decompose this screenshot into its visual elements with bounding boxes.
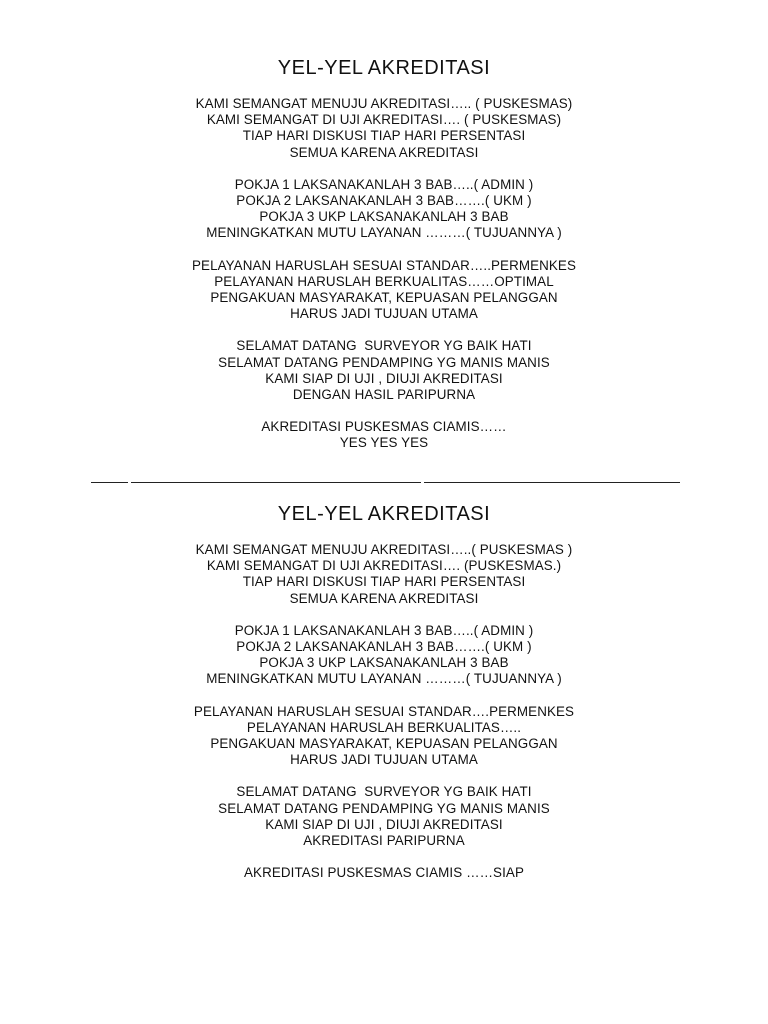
section-title: YEL-YEL AKREDITASI <box>277 503 491 525</box>
verse-line: SELAMAT DATANG SURVEYOR YG BAIK HATI <box>236 784 532 800</box>
verse-line: HARUS JADI TUJUAN UTAMA <box>290 752 478 768</box>
stanza-5 <box>0 865 768 881</box>
yel-yel-section-1 <box>0 56 768 468</box>
verse-line: SEMUA KARENA AKREDITASI <box>289 144 479 160</box>
verse-line: DENGAN HASIL PARIPURNA <box>292 387 476 403</box>
verse-line: YES YES YES <box>339 435 429 451</box>
verse-line: PELAYANAN HARUSLAH BERKUALITAS……OPTIMAL <box>214 273 554 289</box>
stanza-3 <box>0 258 768 323</box>
verse-line: SELAMAT DATANG SURVEYOR YG BAIK HATI <box>236 338 532 354</box>
stanza-2 <box>0 623 768 688</box>
verse-line: SELAMAT DATANG PENDAMPING YG MANIS MANIS <box>218 800 550 816</box>
verse-line: POKJA 3 UKP LAKSANAKANLAH 3 BAB <box>259 209 509 225</box>
verse-line: POKJA 1 LAKSANAKANLAH 3 BAB…..( ADMIN ) <box>234 176 534 192</box>
stanza-3 <box>0 704 768 769</box>
verse-line: KAMI SEMANGAT MENUJU AKREDITASI…..( PUSKESMAS ) <box>195 542 573 557</box>
divider-line <box>131 482 421 483</box>
verse-line: POKJA 1 LAKSANAKANLAH 3 BAB…..( ADMIN ) <box>234 622 534 638</box>
verse-line: HARUS JADI TUJUAN UTAMA <box>290 306 478 322</box>
verse-line: TIAP HARI DISKUSI TIAP HARI PERSENTASI <box>242 128 526 144</box>
stanza-1 <box>0 96 768 161</box>
verse-line: POKJA 3 UKP LAKSANAKANLAH 3 BAB <box>259 655 509 671</box>
divider-line <box>91 482 128 483</box>
verse-line: AKREDITASI PARIPURNA <box>303 833 465 849</box>
verse-line: PELAYANAN HARUSLAH SESUAI STANDAR….PERMENKES <box>193 703 575 719</box>
verse-line: KAMI SEMANGAT MENUJU AKREDITASI….. ( PUSKESMAS) <box>195 96 573 111</box>
verse-line: SELAMAT DATANG PENDAMPING YG MANIS MANIS <box>218 354 550 370</box>
verse-line: KAMI SIAP DI UJI , DIUJI AKREDITASI <box>265 370 503 386</box>
verse-line: SEMUA KARENA AKREDITASI <box>289 590 479 606</box>
verse-line: PELAYANAN HARUSLAH BERKUALITAS….. <box>246 719 522 735</box>
verse-line: MENINGKATKAN MUTU LAYANAN ………( TUJUANNYA ) <box>206 671 562 687</box>
verse-line: POKJA 2 LAKSANAKANLAH 3 BAB…….( UKM ) <box>236 193 532 209</box>
verse-line: KAMI SEMANGAT DI UJI AKREDITASI…. ( PUSKESMAS) <box>206 112 562 128</box>
verse-line: AKREDITASI PUSKESMAS CIAMIS…… <box>261 419 507 435</box>
verse-line: PELAYANAN HARUSLAH SESUAI STANDAR…..PERMENKES <box>192 257 576 273</box>
verse-line: MENINGKATKAN MUTU LAYANAN ………( TUJUANNYA ) <box>206 225 562 241</box>
verse-line: TIAP HARI DISKUSI TIAP HARI PERSENTASI <box>242 574 526 590</box>
stanza-4 <box>0 338 768 403</box>
verse-line: AKREDITASI PUSKESMAS CIAMIS ……SIAP <box>244 865 524 881</box>
verse-line: KAMI SEMANGAT DI UJI AKREDITASI…. (PUSKESMAS.) <box>206 558 562 574</box>
verse-line: PENGAKUAN MASYARAKAT, KEPUASAN PELANGGAN <box>210 736 558 752</box>
stanza-5 <box>0 419 768 451</box>
divider-line <box>424 482 680 483</box>
section-title: YEL-YEL AKREDITASI <box>277 57 491 79</box>
verse-line: POKJA 2 LAKSANAKANLAH 3 BAB…….( UKM ) <box>236 639 532 655</box>
yel-yel-section-2 <box>0 502 768 897</box>
verse-line: KAMI SIAP DI UJI , DIUJI AKREDITASI <box>265 816 503 832</box>
stanza-1 <box>0 542 768 607</box>
stanza-4 <box>0 784 768 849</box>
stanza-2 <box>0 177 768 242</box>
verse-line: PENGAKUAN MASYARAKAT, KEPUASAN PELANGGAN <box>210 290 558 306</box>
